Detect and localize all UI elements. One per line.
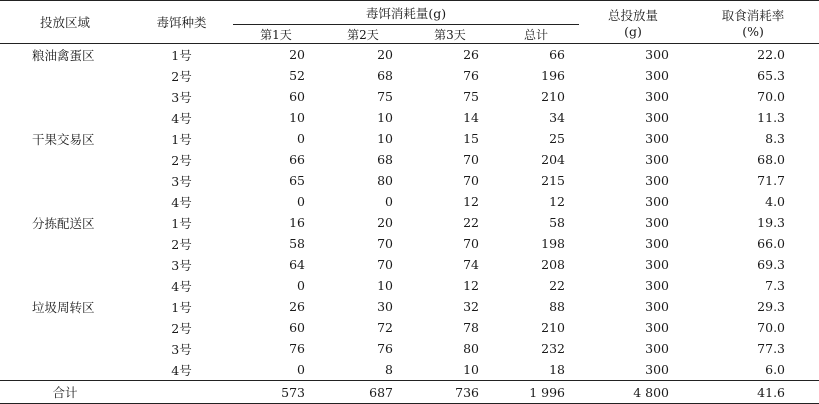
cell-day3: 32 (463, 299, 479, 314)
cell-day2: 68 (377, 152, 393, 167)
cell-day2: 70 (377, 236, 393, 251)
table-row (0, 44, 819, 66)
cell-day2: 76 (377, 341, 393, 356)
cell-day1: 52 (289, 68, 305, 83)
total-day3: 736 (407, 381, 493, 404)
table-row (0, 338, 819, 359)
header-bait-type: 毒饵种类 (130, 1, 233, 44)
cell-region (0, 275, 130, 296)
cell-day3: 70 (463, 236, 479, 251)
cell-rate: 11.3 (757, 110, 786, 125)
cell-dose: 300 (645, 320, 670, 335)
total-rate: 41.6 (687, 381, 819, 404)
cell-day1: 0 (297, 131, 305, 146)
cell-dose: 300 (645, 89, 670, 104)
cell-region (0, 191, 130, 212)
cell-dose: 300 (645, 341, 670, 356)
cell-day3: 26 (463, 47, 479, 62)
table-row (0, 65, 819, 86)
cell-day3: 10 (463, 362, 479, 377)
cell-day1: 0 (297, 362, 305, 377)
header-sum: 总计 (493, 25, 579, 44)
table-row (0, 233, 819, 254)
header-rate-line1: 取食消耗率 (721, 7, 785, 23)
cell-day2: 10 (377, 131, 393, 146)
cell-rate: 4.0 (765, 194, 786, 209)
cell-day1: 64 (289, 257, 305, 272)
cell-day3: 74 (463, 257, 479, 272)
cell-region (0, 149, 130, 170)
cell-day3: 22 (463, 215, 479, 230)
header-day2: 第2天 (319, 25, 407, 44)
cell-rate: 8.3 (765, 131, 786, 146)
cell-sum: 34 (549, 110, 566, 125)
cell-region (0, 338, 130, 359)
cell-day2: 0 (385, 194, 393, 209)
header-region: 投放区域 (0, 1, 130, 44)
cell-day3: 15 (463, 131, 479, 146)
cell-region: 干果交易区 (32, 131, 95, 147)
table-row (0, 191, 819, 212)
cell-day2: 20 (377, 215, 393, 230)
cell-day3: 76 (463, 68, 479, 83)
cell-day1: 66 (289, 152, 305, 167)
cell-day2: 75 (377, 89, 393, 104)
cell-region (0, 359, 130, 381)
cell-bait-type: 3号 (171, 341, 192, 357)
header-total-dose-line2: (g) (624, 23, 642, 39)
cell-dose: 300 (645, 173, 670, 188)
cell-dose: 300 (645, 131, 670, 146)
table-row (0, 107, 819, 128)
cell-bait-type: 1号 (171, 215, 192, 231)
cell-sum: 88 (549, 299, 566, 314)
cell-day2: 80 (377, 173, 393, 188)
cell-dose: 300 (645, 299, 670, 314)
cell-day3: 80 (463, 341, 479, 356)
cell-day3: 78 (463, 320, 479, 335)
cell-dose: 300 (645, 278, 670, 293)
table-row (0, 254, 819, 275)
cell-day1: 26 (289, 299, 305, 314)
cell-sum: 232 (541, 341, 566, 356)
table-header (0, 1, 819, 44)
cell-day1: 10 (289, 110, 305, 125)
cell-bait-type: 3号 (171, 257, 192, 273)
cell-rate: 70.0 (757, 320, 786, 335)
total-sum: 1 996 (493, 381, 579, 404)
cell-dose: 300 (645, 68, 670, 83)
total-day2: 687 (319, 381, 407, 404)
cell-region (0, 233, 130, 254)
cell-rate: 65.3 (757, 68, 786, 83)
cell-bait-type: 2号 (171, 68, 192, 84)
cell-sum: 58 (549, 215, 566, 230)
cell-bait-type: 1号 (171, 131, 192, 147)
cell-sum: 204 (541, 152, 566, 167)
cell-region: 垃圾周转区 (32, 299, 95, 315)
cell-bait-type: 1号 (171, 47, 192, 63)
cell-day2: 72 (377, 320, 393, 335)
cell-day3: 70 (463, 152, 479, 167)
cell-sum: 196 (541, 68, 566, 83)
cell-region (0, 65, 130, 86)
cell-rate: 22.0 (757, 47, 786, 62)
header-rate (687, 1, 819, 44)
cell-day1: 60 (289, 320, 305, 335)
cell-rate: 19.3 (757, 215, 786, 230)
table-row (0, 149, 819, 170)
table-row (0, 170, 819, 191)
cell-bait-type: 4号 (171, 278, 192, 294)
cell-bait-type: 2号 (171, 152, 192, 168)
cell-rate: 68.0 (757, 152, 786, 167)
cell-day1: 20 (289, 47, 305, 62)
cell-day1: 0 (297, 194, 305, 209)
cell-region (0, 86, 130, 107)
cell-dose: 300 (645, 110, 670, 125)
cell-sum: 210 (541, 89, 566, 104)
cell-dose: 300 (645, 362, 670, 377)
header-day3: 第3天 (407, 25, 493, 44)
table-row (0, 128, 819, 149)
cell-day1: 65 (289, 173, 305, 188)
cell-day3: 75 (463, 89, 479, 104)
cell-dose: 300 (645, 194, 670, 209)
cell-bait-type: 4号 (171, 362, 192, 378)
cell-day2: 70 (377, 257, 393, 272)
table-row (0, 359, 819, 381)
total-day1: 573 (233, 381, 319, 404)
cell-day1: 76 (289, 341, 305, 356)
table-row (0, 317, 819, 338)
cell-dose: 300 (645, 236, 670, 251)
cell-sum: 18 (549, 362, 566, 377)
cell-region: 粮油禽蛋区 (32, 47, 95, 63)
cell-day2: 10 (377, 278, 393, 293)
cell-bait-type: 4号 (171, 194, 192, 210)
table-row (0, 296, 819, 317)
cell-region: 分拣配送区 (32, 215, 95, 231)
cell-region (0, 107, 130, 128)
cell-rate: 70.0 (757, 89, 786, 104)
cell-rate: 71.7 (757, 173, 786, 188)
cell-day3: 12 (463, 278, 479, 293)
total-label: 合计 (0, 381, 130, 404)
header-total-dose-line1: 总投放量 (608, 7, 659, 23)
table-row (0, 212, 819, 233)
cell-day3: 14 (463, 110, 479, 125)
cell-bait-type: 3号 (171, 173, 192, 189)
cell-rate: 7.3 (765, 278, 786, 293)
total-dose: 4 800 (579, 381, 687, 404)
header-day1: 第1天 (233, 25, 319, 44)
cell-day1: 0 (297, 278, 305, 293)
cell-sum: 208 (541, 257, 566, 272)
cell-region (0, 317, 130, 338)
cell-sum: 198 (541, 236, 566, 251)
cell-sum: 12 (549, 194, 566, 209)
cell-day2: 68 (377, 68, 393, 83)
cell-sum: 210 (541, 320, 566, 335)
cell-dose: 300 (645, 215, 670, 230)
cell-bait-type: 4号 (171, 110, 192, 126)
cell-day1: 58 (289, 236, 305, 251)
cell-dose: 300 (645, 47, 670, 62)
cell-sum: 25 (549, 131, 566, 146)
cell-rate: 29.3 (757, 299, 786, 314)
cell-rate: 6.0 (765, 362, 786, 377)
cell-bait-type: 3号 (171, 89, 192, 105)
cell-sum: 22 (549, 278, 566, 293)
cell-rate: 69.3 (757, 257, 786, 272)
cell-day2: 30 (377, 299, 393, 314)
cell-region (0, 254, 130, 275)
cell-sum: 215 (541, 173, 566, 188)
cell-dose: 300 (645, 152, 670, 167)
total-bait-type (130, 381, 233, 404)
table-body (0, 44, 819, 404)
cell-day2: 20 (377, 47, 393, 62)
cell-day3: 70 (463, 173, 479, 188)
header-total-dose (579, 1, 687, 44)
table-row (0, 86, 819, 107)
cell-rate: 77.3 (757, 341, 786, 356)
header-rate-line2: (%) (742, 23, 764, 39)
cell-rate: 66.0 (757, 236, 786, 251)
cell-sum: 66 (549, 47, 566, 62)
table-row (0, 275, 819, 296)
cell-day1: 16 (289, 215, 305, 230)
cell-day1: 60 (289, 89, 305, 104)
cell-bait-type: 1号 (171, 299, 192, 315)
cell-bait-type: 2号 (171, 320, 192, 336)
cell-bait-type: 2号 (171, 236, 192, 252)
cell-day3: 12 (463, 194, 479, 209)
cell-day2: 10 (377, 110, 393, 125)
cell-day2: 8 (385, 362, 393, 377)
total-row (0, 381, 819, 404)
header-consumption-group: 毒饵消耗量(g) (233, 1, 579, 25)
cell-dose: 300 (645, 257, 670, 272)
cell-region (0, 170, 130, 191)
